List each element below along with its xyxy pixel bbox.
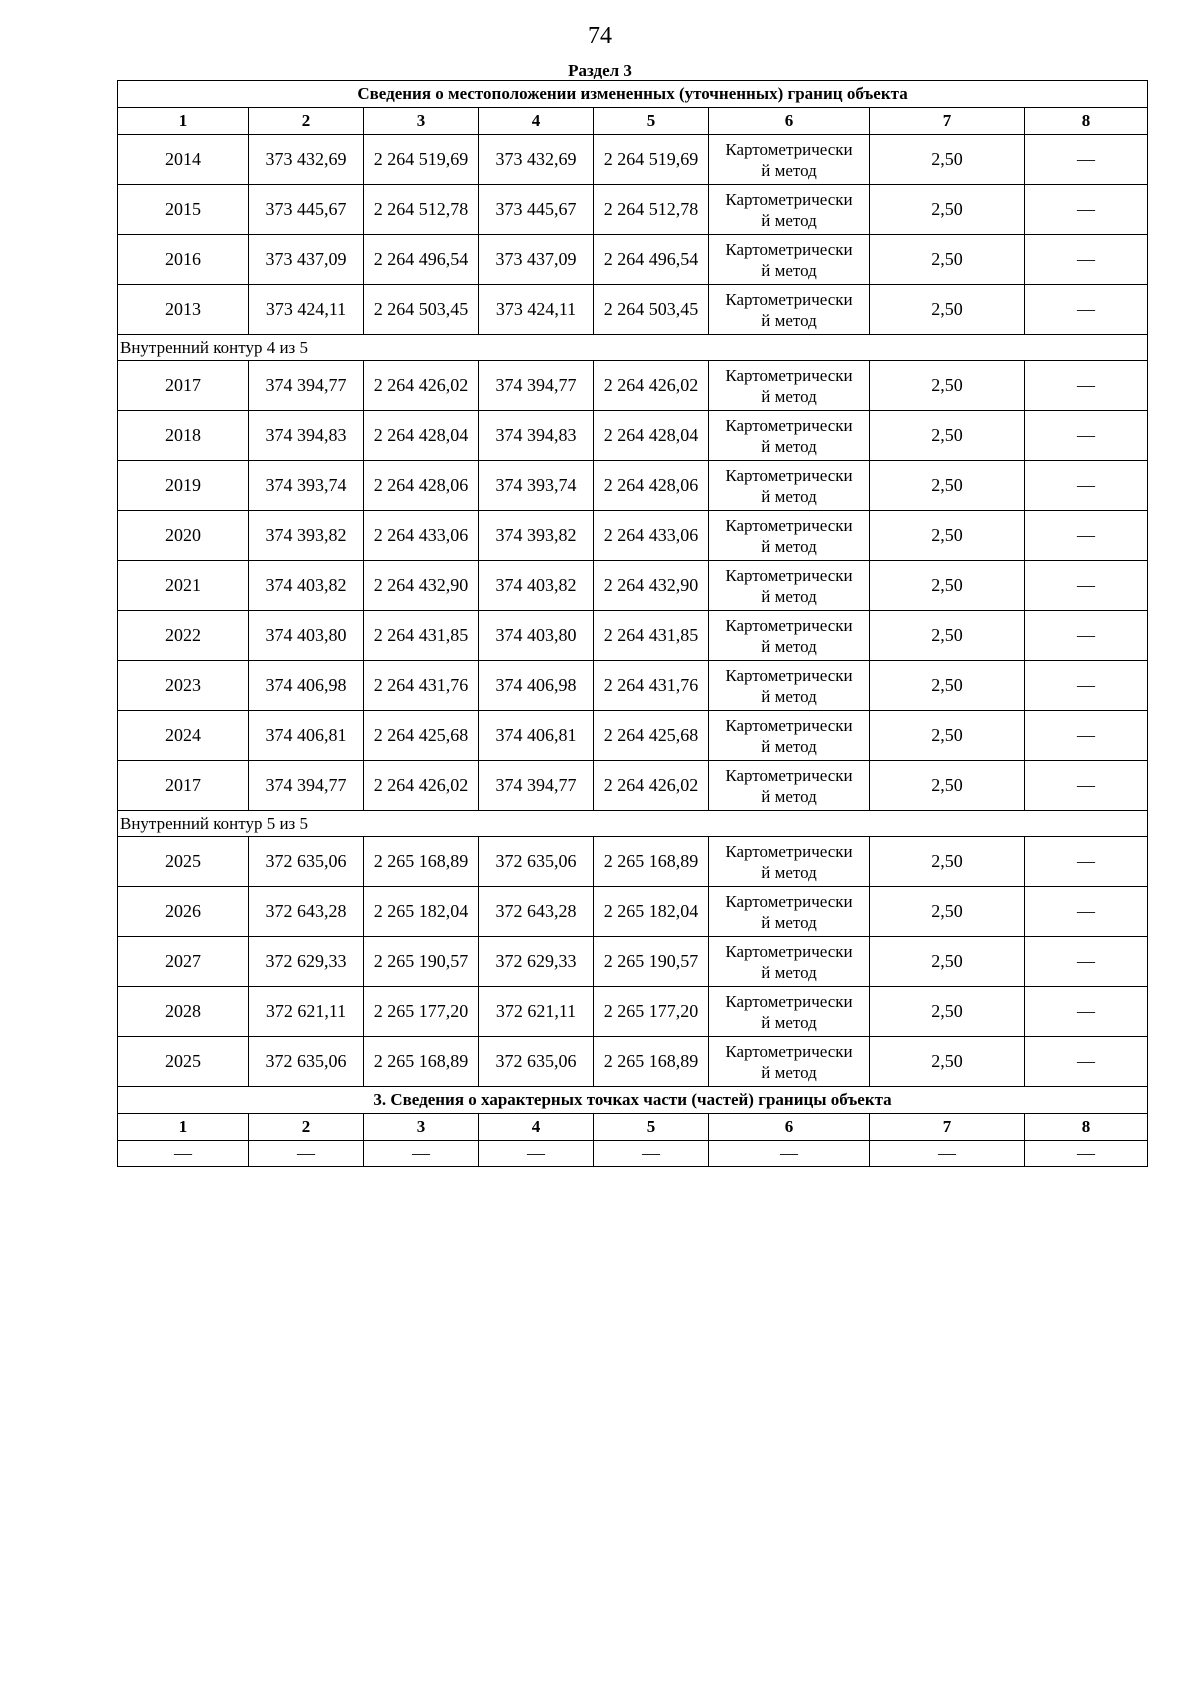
cell-x1: 374 394,83 [249, 411, 364, 461]
cell-note: — [1025, 711, 1148, 761]
table-row [118, 235, 1148, 285]
column-header: 5 [594, 1114, 709, 1141]
cell-x2: 373 424,11 [479, 285, 594, 335]
column-header: 7 [870, 1114, 1025, 1141]
cell-precision: 2,50 [870, 937, 1025, 987]
cell-method [709, 285, 870, 335]
method-line-1: Картометрически [725, 615, 853, 635]
table-title-row [118, 81, 1148, 108]
cell-y1: 2 264 426,02 [364, 761, 479, 811]
cell-method [709, 411, 870, 461]
cell-y2: 2 264 432,90 [594, 561, 709, 611]
cell-point: 2014 [118, 135, 249, 185]
table-row [118, 185, 1148, 235]
method-line-2: й метод [761, 862, 817, 882]
cell-note: — [1025, 411, 1148, 461]
method-line-1: Картометрически [725, 715, 853, 735]
cell-x1: 374 394,77 [249, 761, 364, 811]
method-line-2: й метод [761, 260, 817, 280]
empty-cell: — [594, 1141, 709, 1167]
cell-y1: 2 265 168,89 [364, 1037, 479, 1087]
cell-y2: 2 265 168,89 [594, 837, 709, 887]
cell-y1: 2 264 428,04 [364, 411, 479, 461]
method-line-1: Картометрически [725, 289, 853, 309]
contour-label: Внутренний контур 4 из 5 [118, 335, 1148, 361]
cell-y2: 2 265 168,89 [594, 1037, 709, 1087]
table-row [118, 711, 1148, 761]
cell-x1: 373 445,67 [249, 185, 364, 235]
page-number: 74 [588, 23, 612, 49]
cell-precision: 2,50 [870, 285, 1025, 335]
cell-x2: 374 393,82 [479, 511, 594, 561]
table-row [118, 135, 1148, 185]
method-line-1: Картометрически [725, 365, 853, 385]
cell-point: 2022 [118, 611, 249, 661]
method-line-2: й метод [761, 686, 817, 706]
cell-method [709, 1037, 870, 1087]
cell-precision: 2,50 [870, 135, 1025, 185]
parts-title-row [118, 1087, 1148, 1114]
cell-note: — [1025, 235, 1148, 285]
cell-note: — [1025, 461, 1148, 511]
cell-point: 2019 [118, 461, 249, 511]
cell-note: — [1025, 511, 1148, 561]
method-line-2: й метод [761, 636, 817, 656]
cell-x2: 374 403,80 [479, 611, 594, 661]
method-line-1: Картометрически [725, 189, 853, 209]
cell-y2: 2 265 177,20 [594, 987, 709, 1037]
cell-precision: 2,50 [870, 887, 1025, 937]
cell-method [709, 837, 870, 887]
method-line-1: Картометрически [725, 665, 853, 685]
cell-point: 2024 [118, 711, 249, 761]
method-line-1: Картометрически [725, 765, 853, 785]
cell-x1: 373 432,69 [249, 135, 364, 185]
cell-precision: 2,50 [870, 661, 1025, 711]
cell-note: — [1025, 761, 1148, 811]
cell-precision: 2,50 [870, 711, 1025, 761]
cell-note: — [1025, 285, 1148, 335]
cell-note: — [1025, 887, 1148, 937]
table-row [118, 761, 1148, 811]
cell-point: 2025 [118, 837, 249, 887]
method-line-2: й метод [761, 1062, 817, 1082]
cell-method [709, 461, 870, 511]
section-title: Раздел 3 [568, 61, 632, 80]
cell-method [709, 185, 870, 235]
cell-method [709, 135, 870, 185]
cell-x1: 374 393,74 [249, 461, 364, 511]
cell-precision: 2,50 [870, 837, 1025, 887]
cell-method [709, 661, 870, 711]
column-header: 8 [1025, 108, 1148, 135]
column-header: 7 [870, 108, 1025, 135]
cell-x2: 374 394,83 [479, 411, 594, 461]
column-header: 8 [1025, 1114, 1148, 1141]
cell-x2: 374 406,81 [479, 711, 594, 761]
method-line-1: Картометрически [725, 415, 853, 435]
column-header-row [118, 1114, 1148, 1141]
cell-x2: 374 394,77 [479, 761, 594, 811]
empty-cell: — [870, 1141, 1025, 1167]
column-header-row [118, 108, 1148, 135]
cell-note: — [1025, 987, 1148, 1037]
cell-point: 2026 [118, 887, 249, 937]
table-row [118, 837, 1148, 887]
cell-x1: 373 437,09 [249, 235, 364, 285]
cell-x2: 374 403,82 [479, 561, 594, 611]
cell-note: — [1025, 361, 1148, 411]
cell-x2: 373 445,67 [479, 185, 594, 235]
cell-y2: 2 264 496,54 [594, 235, 709, 285]
column-header: 1 [118, 1114, 249, 1141]
method-line-2: й метод [761, 160, 817, 180]
cell-x1: 373 424,11 [249, 285, 364, 335]
cell-precision: 2,50 [870, 987, 1025, 1037]
cell-y1: 2 264 428,06 [364, 461, 479, 511]
cell-x1: 374 403,82 [249, 561, 364, 611]
table-row [118, 1037, 1148, 1087]
column-header: 5 [594, 108, 709, 135]
cell-method [709, 761, 870, 811]
cell-method [709, 561, 870, 611]
cell-x1: 372 635,06 [249, 837, 364, 887]
table-row [118, 511, 1148, 561]
cell-x2: 372 635,06 [479, 1037, 594, 1087]
cell-method [709, 987, 870, 1037]
cell-method [709, 511, 870, 561]
cell-x1: 374 393,82 [249, 511, 364, 561]
cell-x2: 372 643,28 [479, 887, 594, 937]
method-line-1: Картометрически [725, 991, 853, 1011]
cell-point: 2013 [118, 285, 249, 335]
table-row [118, 561, 1148, 611]
cell-y2: 2 264 426,02 [594, 761, 709, 811]
cell-method [709, 235, 870, 285]
cell-precision: 2,50 [870, 411, 1025, 461]
cell-precision: 2,50 [870, 761, 1025, 811]
cell-y2: 2 264 431,85 [594, 611, 709, 661]
cell-precision: 2,50 [870, 611, 1025, 661]
cell-x2: 374 393,74 [479, 461, 594, 511]
cell-point: 2020 [118, 511, 249, 561]
cell-y1: 2 265 190,57 [364, 937, 479, 987]
table-row [118, 661, 1148, 711]
method-line-2: й метод [761, 586, 817, 606]
cell-point: 2016 [118, 235, 249, 285]
method-line-2: й метод [761, 486, 817, 506]
cell-y1: 2 264 426,02 [364, 361, 479, 411]
cell-note: — [1025, 661, 1148, 711]
method-line-1: Картометрически [725, 1041, 853, 1061]
cell-x1: 372 629,33 [249, 937, 364, 987]
cell-method [709, 887, 870, 937]
cell-point: 2021 [118, 561, 249, 611]
cell-note: — [1025, 937, 1148, 987]
cell-x2: 372 629,33 [479, 937, 594, 987]
cell-y2: 2 264 426,02 [594, 361, 709, 411]
method-line-2: й метод [761, 536, 817, 556]
cell-method [709, 937, 870, 987]
method-line-2: й метод [761, 736, 817, 756]
cell-x1: 374 394,77 [249, 361, 364, 411]
cell-y1: 2 265 182,04 [364, 887, 479, 937]
cell-note: — [1025, 611, 1148, 661]
table-row [118, 937, 1148, 987]
parts-title: 3. Сведения о характерных точках части (частей) границы объекта [118, 1087, 1148, 1114]
empty-cell: — [479, 1141, 594, 1167]
cell-y2: 2 264 431,76 [594, 661, 709, 711]
cell-y1: 2 264 431,76 [364, 661, 479, 711]
cell-method [709, 611, 870, 661]
method-line-2: й метод [761, 912, 817, 932]
cell-note: — [1025, 837, 1148, 887]
cell-x1: 374 406,98 [249, 661, 364, 711]
cell-y1: 2 264 519,69 [364, 135, 479, 185]
cell-point: 2015 [118, 185, 249, 235]
column-header: 6 [709, 1114, 870, 1141]
cell-point: 2017 [118, 361, 249, 411]
cell-y1: 2 264 496,54 [364, 235, 479, 285]
cell-y1: 2 265 168,89 [364, 837, 479, 887]
column-header: 1 [118, 108, 249, 135]
method-line-1: Картометрически [725, 891, 853, 911]
cell-method [709, 361, 870, 411]
cell-y1: 2 264 425,68 [364, 711, 479, 761]
cell-x1: 372 643,28 [249, 887, 364, 937]
column-header: 2 [249, 1114, 364, 1141]
cell-method [709, 711, 870, 761]
cell-y1: 2 265 177,20 [364, 987, 479, 1037]
method-line-1: Картометрически [725, 239, 853, 259]
table-row [118, 987, 1148, 1037]
cell-precision: 2,50 [870, 235, 1025, 285]
cell-x2: 373 437,09 [479, 235, 594, 285]
cell-y2: 2 264 512,78 [594, 185, 709, 235]
cell-precision: 2,50 [870, 511, 1025, 561]
contour-label-row [118, 811, 1148, 837]
table-row [118, 887, 1148, 937]
method-line-1: Картометрически [725, 465, 853, 485]
cell-precision: 2,50 [870, 1037, 1025, 1087]
cell-point: 2023 [118, 661, 249, 711]
column-header: 6 [709, 108, 870, 135]
cell-y2: 2 264 433,06 [594, 511, 709, 561]
empty-cell: — [249, 1141, 364, 1167]
cell-y1: 2 264 433,06 [364, 511, 479, 561]
cell-precision: 2,50 [870, 461, 1025, 511]
cell-x1: 374 406,81 [249, 711, 364, 761]
cell-y2: 2 264 503,45 [594, 285, 709, 335]
method-line-2: й метод [761, 210, 817, 230]
cell-note: — [1025, 185, 1148, 235]
column-header: 4 [479, 1114, 594, 1141]
method-line-1: Картометрически [725, 515, 853, 535]
cell-precision: 2,50 [870, 361, 1025, 411]
table-row [118, 285, 1148, 335]
cell-x2: 372 635,06 [479, 837, 594, 887]
cell-point: 2018 [118, 411, 249, 461]
method-line-1: Картометрически [725, 941, 853, 961]
cell-x2: 372 621,11 [479, 987, 594, 1037]
cell-y1: 2 264 432,90 [364, 561, 479, 611]
contour-label: Внутренний контур 5 из 5 [118, 811, 1148, 837]
cell-y2: 2 264 425,68 [594, 711, 709, 761]
cell-point: 2028 [118, 987, 249, 1037]
cell-x2: 373 432,69 [479, 135, 594, 185]
method-line-2: й метод [761, 436, 817, 456]
method-line-2: й метод [761, 310, 817, 330]
method-line-1: Картометрически [725, 841, 853, 861]
method-line-2: й метод [761, 786, 817, 806]
method-line-2: й метод [761, 386, 817, 406]
empty-cell: — [709, 1141, 870, 1167]
contour-label-row [118, 335, 1148, 361]
cell-point: 2025 [118, 1037, 249, 1087]
cell-x2: 374 406,98 [479, 661, 594, 711]
table-row [118, 361, 1148, 411]
method-line-2: й метод [761, 1012, 817, 1032]
boundary-table [117, 80, 1148, 1167]
cell-x1: 372 635,06 [249, 1037, 364, 1087]
cell-y2: 2 264 519,69 [594, 135, 709, 185]
column-header: 3 [364, 1114, 479, 1141]
empty-cell: — [118, 1141, 249, 1167]
empty-cell: — [364, 1141, 479, 1167]
column-header: 3 [364, 108, 479, 135]
method-line-1: Картометрически [725, 565, 853, 585]
cell-x1: 372 621,11 [249, 987, 364, 1037]
table-row [118, 411, 1148, 461]
cell-y2: 2 264 428,06 [594, 461, 709, 511]
table-row [118, 461, 1148, 511]
table-title: Сведения о местоположении измененных (уточненных) границ объекта [118, 81, 1148, 108]
cell-y1: 2 264 503,45 [364, 285, 479, 335]
cell-note: — [1025, 1037, 1148, 1087]
cell-point: 2017 [118, 761, 249, 811]
cell-y2: 2 265 190,57 [594, 937, 709, 987]
cell-y1: 2 264 512,78 [364, 185, 479, 235]
method-line-1: Картометрически [725, 139, 853, 159]
table-row [118, 611, 1148, 661]
cell-y2: 2 264 428,04 [594, 411, 709, 461]
column-header: 4 [479, 108, 594, 135]
cell-point: 2027 [118, 937, 249, 987]
cell-x1: 374 403,80 [249, 611, 364, 661]
cell-note: — [1025, 135, 1148, 185]
parts-empty-row [118, 1141, 1148, 1167]
cell-y1: 2 264 431,85 [364, 611, 479, 661]
cell-precision: 2,50 [870, 185, 1025, 235]
column-header: 2 [249, 108, 364, 135]
cell-note: — [1025, 561, 1148, 611]
cell-precision: 2,50 [870, 561, 1025, 611]
cell-x2: 374 394,77 [479, 361, 594, 411]
cell-y2: 2 265 182,04 [594, 887, 709, 937]
method-line-2: й метод [761, 962, 817, 982]
empty-cell: — [1025, 1141, 1148, 1167]
